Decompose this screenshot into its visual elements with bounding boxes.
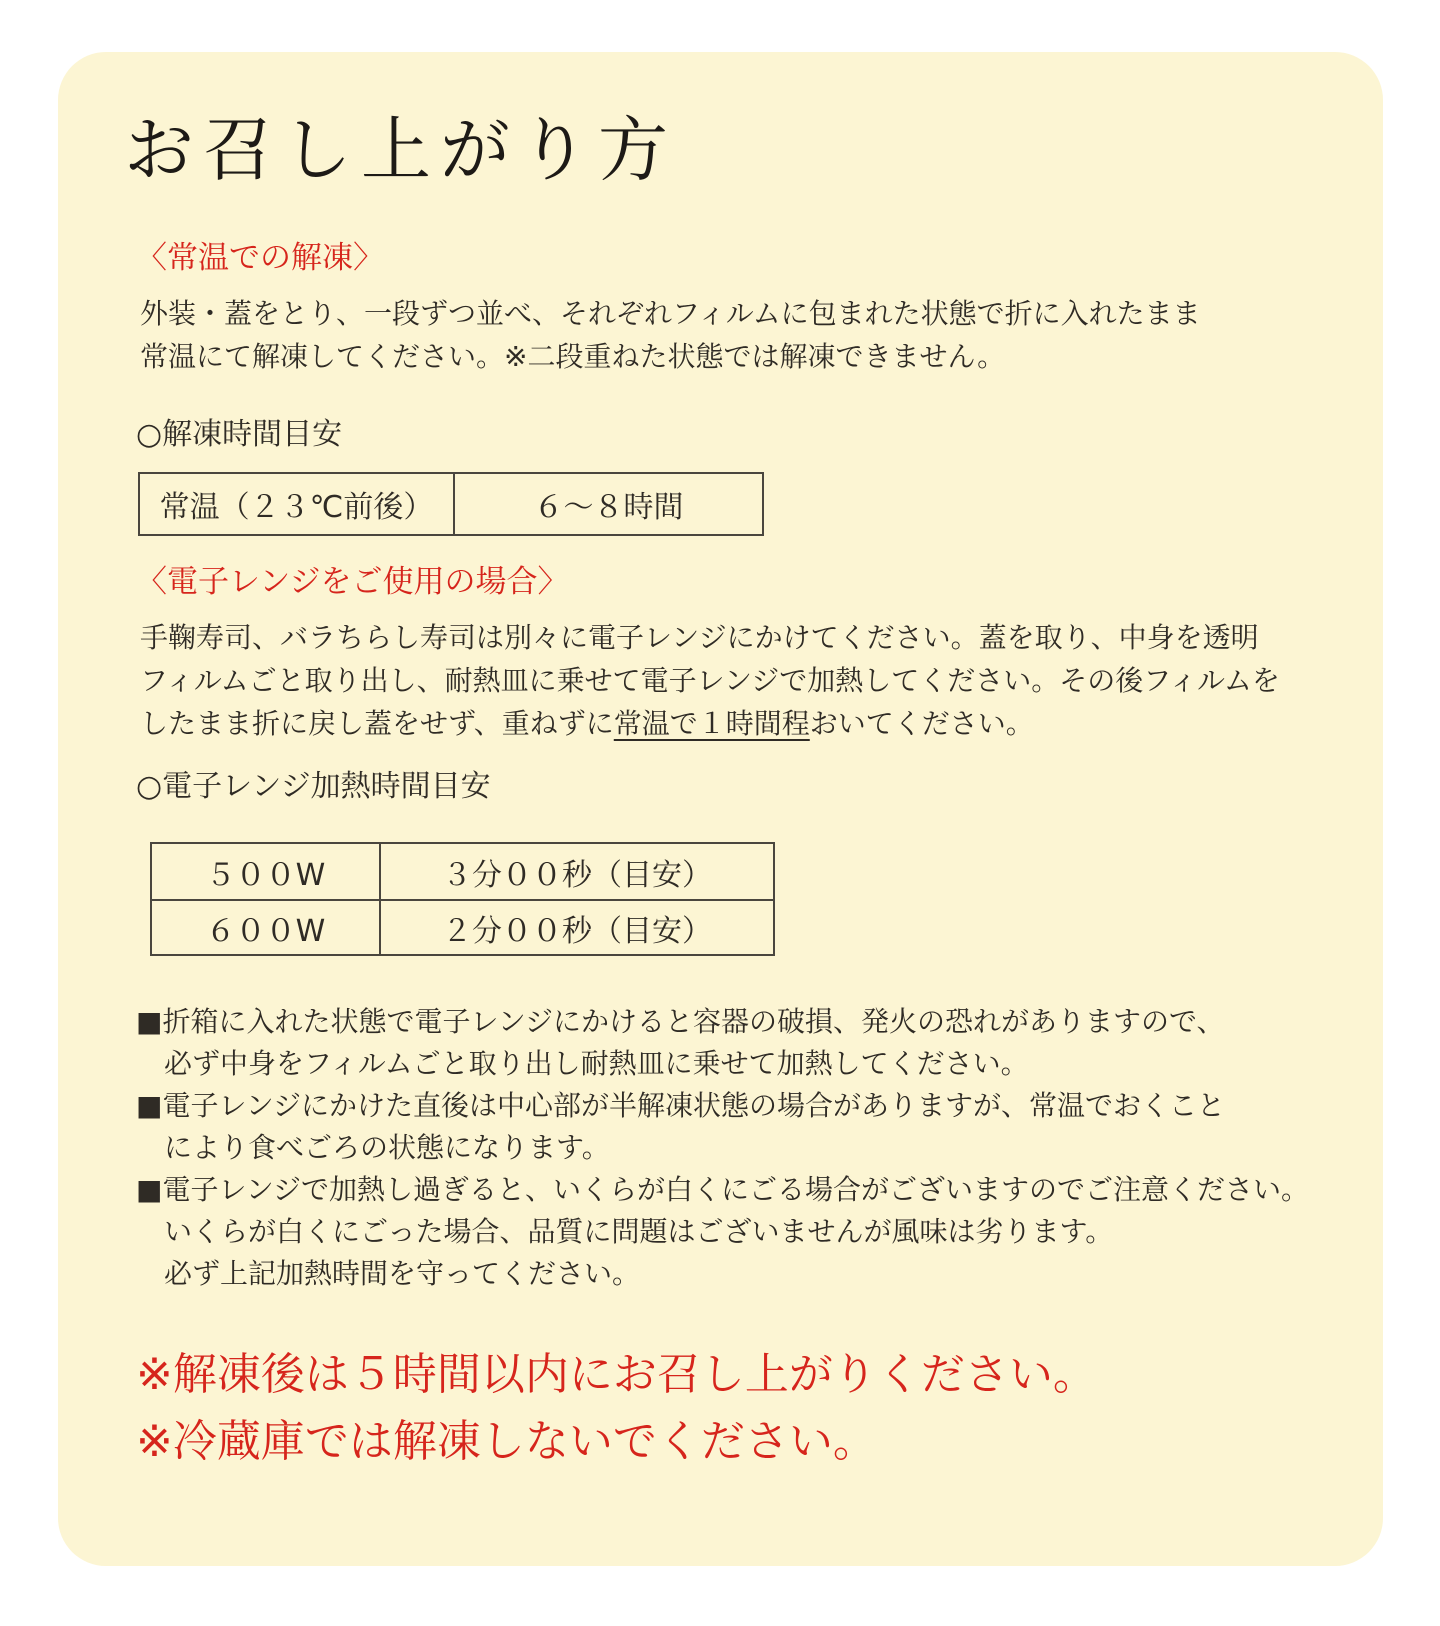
room-temp-paragraph [140,292,1323,378]
microwave-wattage-cell-500: ５００W [205,857,326,893]
page-title: お召し上がり方 [124,109,677,191]
instruction-card [58,52,1383,1566]
microwave-line3-underlined: 常温で１時間程 [613,707,810,740]
microwave-time-cell-600: ２分００秒（目安） [379,899,773,954]
caution-note-halfthawed-line1: ■電子レンジにかけた直後は中心部が半解凍状態の場合がありますが、常温でおくこと [136,1089,1226,1122]
warning-no-refrigerator-thaw: ※冷蔵庫では解凍しないでください。 [136,1416,877,1467]
thaw-time-condition-cell: 常温（２３℃前後） [159,490,434,525]
caution-notes [136,1001,1323,1295]
microwave-line3-post: おいてください。 [809,707,1034,740]
section-microwave [136,564,1323,956]
caution-note-container-overheat [136,1169,1323,1295]
microwave-paragraph-line3 [140,702,1323,745]
caution-note-overheat-line1: ■電子レンジで加熱し過ぎると、いくらが白くにごる場合がございますのでご注意ください。 [136,1173,1310,1206]
microwave-time-table-title: ○電子レンジ加熱時間目安 [136,769,491,804]
caution-note-container-halfthawed [136,1085,1323,1169]
caution-note-container-damage [136,1001,1323,1085]
caution-note-overheat-line3: 必ず上記加熱時間を守ってください。 [136,1257,641,1290]
thaw-time-duration-cell: ６～８時間 [453,474,762,534]
microwave-wattage-cell-600: ６００W [152,899,379,954]
caution-note-damage-line1: ■折箱に入れた状態で電子レンジにかけると容器の破損、発火の恐れがありますので、 [136,1005,1225,1038]
microwave-paragraph [140,616,1323,745]
microwave-line3-pre: したまま折に戻し蓋をせず、重ねずに [140,707,614,740]
section-room-temp-thaw [136,240,1323,536]
warning-eat-within-5-hours: ※解凍後は５時間以内にお召し上がりください。 [136,1349,1097,1400]
microwave-paragraph-line1: 手鞠寿司、バラちらし寿司は別々に電子レンジにかけてください。蓋を取り、中身を透明 [140,621,1259,654]
microwave-time-table [150,842,775,956]
caution-note-damage-line2: 必ず中身をフィルムごと取り出し耐熱皿に乗せて加熱してください。 [136,1047,1029,1080]
room-temp-paragraph-line1: 外装・蓋をとり、一段ずつ並べ、それぞれフィルムに包まれた状態で折に入れたまま [140,297,1201,330]
caution-note-overheat-line2: いくらが白くにごった場合、品質に問題はございませんが風味は劣ります。 [136,1215,1114,1248]
room-temp-heading: 〈常温での解凍〉 [136,240,384,276]
microwave-heading: 〈電子レンジをご使用の場合〉 [136,564,569,600]
caution-note-halfthawed-line2: により食べごろの状態になります。 [136,1131,610,1164]
room-temp-paragraph-line2: 常温にて解凍してください。※二段重ねた状態では解凍できません。 [140,340,1006,373]
thaw-time-table [138,472,764,536]
microwave-paragraph-line2: フィルムごと取り出し、耐熱皿に乗せて電子レンジで加熱してください。その後フィルムを [140,664,1280,697]
red-warnings [136,1341,1323,1475]
microwave-time-cell-500: ３分００秒（目安） [379,844,773,899]
thaw-time-table-title: ○解凍時間目安 [136,417,343,452]
